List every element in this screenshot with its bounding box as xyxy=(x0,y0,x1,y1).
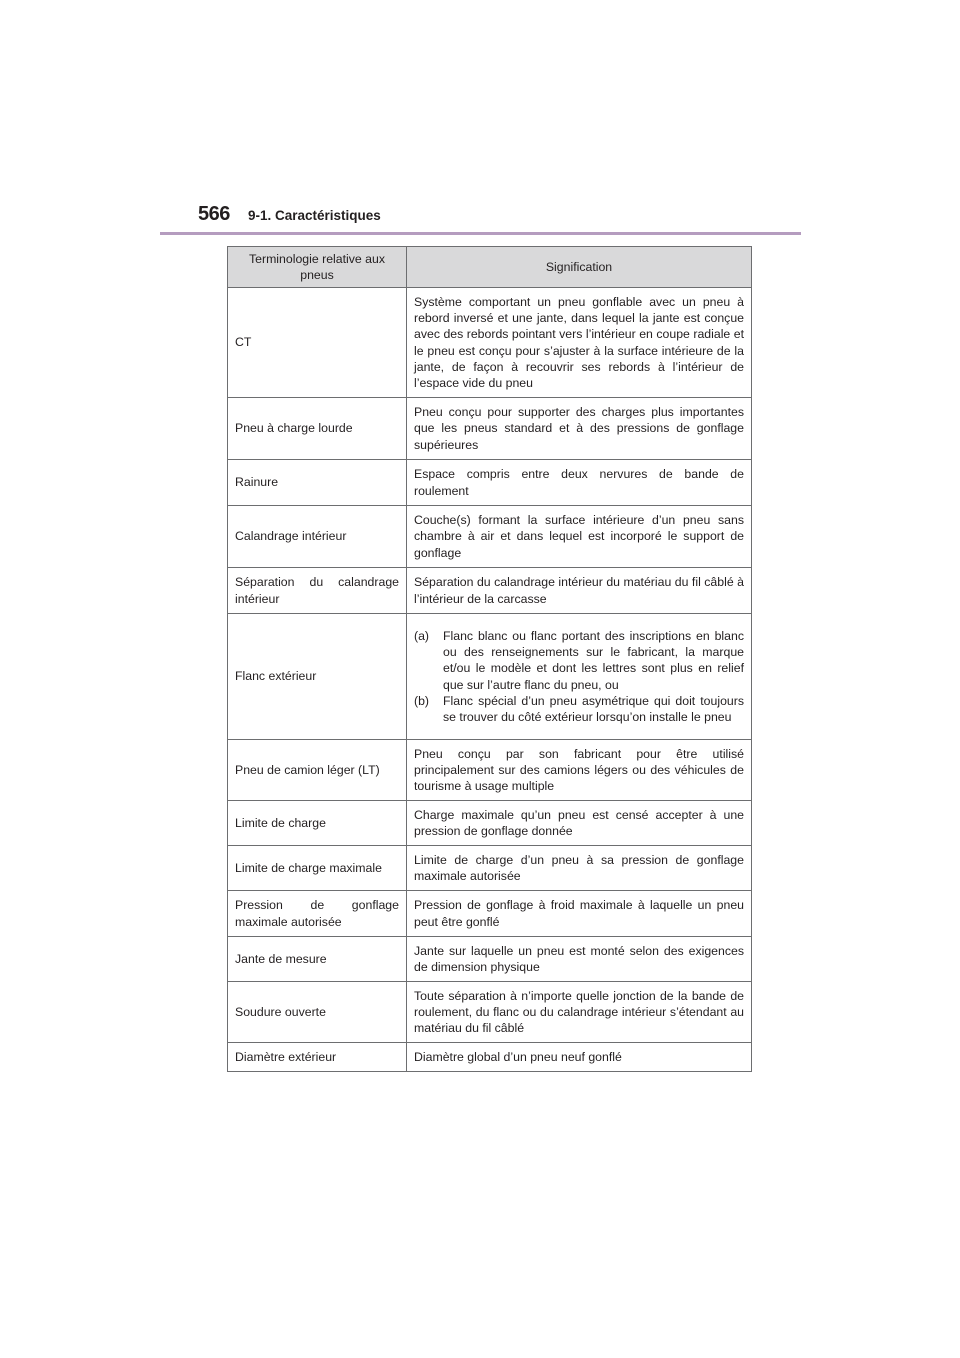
term-cell: Limite de charge xyxy=(228,801,407,846)
list-item-text: Flanc blanc ou flanc portant des inscriptions en blanc ou des renseignements sur le fabricant, la marque et/ou le modèle et dont les lettres sont plus en relief que sur l’autre flanc du pneu, ou xyxy=(443,628,744,692)
definition-list xyxy=(414,628,744,725)
column-header-term: Terminologie relative aux pneus xyxy=(228,247,407,288)
term-cell: Rainure xyxy=(228,460,407,506)
table-row xyxy=(228,891,752,937)
meaning-cell: Charge maximale qu’un pneu est censé accepter à une pression de gonflage donnée xyxy=(407,801,752,846)
term-cell: Soudure ouverte xyxy=(228,982,407,1043)
table-row xyxy=(228,506,752,568)
term-cell: Séparation du calandrage intérieur xyxy=(228,568,407,614)
page-number: 566 xyxy=(198,203,230,225)
term-cell: Pneu à charge lourde xyxy=(228,398,407,460)
meaning-cell: Limite de charge d’un pneu à sa pression de gonflage maximale autorisée xyxy=(407,846,752,891)
list-item xyxy=(414,693,744,725)
term-cell: Diamètre extérieur xyxy=(228,1043,407,1072)
table-row xyxy=(228,937,752,982)
meaning-cell: Jante sur laquelle un pneu est monté selon des exigences de dimension physique xyxy=(407,937,752,982)
section-title: 9-1. Caractéristiques xyxy=(248,208,381,223)
term-cell: Jante de mesure xyxy=(228,937,407,982)
meaning-cell: Système comportant un pneu gonflable avec un pneu à rebord inversé et une jante, dans lequel la jante est conçue avec des rebords pointant vers l’intérieur en coupe radiale et le pneu est conçu pour s’ajuster à la surface intérieure de la jante, de façon à recouvrir ses rebords à l’intérieur de l’espace vide du pneu xyxy=(407,288,752,398)
term-cell: CT xyxy=(228,288,407,398)
table-row xyxy=(228,398,752,460)
list-item xyxy=(414,628,744,693)
table-header-row xyxy=(228,247,752,288)
table-row xyxy=(228,614,752,740)
meaning-cell: Pneu conçu par son fabricant pour être utilisé principalement sur des camions légers ou des véhicules de tourisme à usage multiple xyxy=(407,740,752,801)
table-row xyxy=(228,1043,752,1072)
table-row xyxy=(228,288,752,398)
list-marker: (a) xyxy=(414,628,430,643)
table-row xyxy=(228,460,752,506)
meaning-cell: Diamètre global d’un pneu neuf gonflé xyxy=(407,1043,752,1072)
header-divider xyxy=(160,232,801,235)
meaning-cell: Séparation du calandrage intérieur du matériau du fil câblé à l’intérieur de la carcasse xyxy=(407,568,752,614)
table-row xyxy=(228,846,752,891)
meaning-cell: Espace compris entre deux nervures de bande de roulement xyxy=(407,460,752,506)
tire-terminology-table xyxy=(227,246,752,1072)
term-cell: Pression de gonflage maximale autorisée xyxy=(228,891,407,937)
list-item-text: Flanc spécial d’un pneu asymétrique qui doit toujours se trouver du côté extérieur lorsqu’on installe le pneu xyxy=(443,693,744,724)
list-marker: (b) xyxy=(414,693,430,708)
table-row xyxy=(228,568,752,614)
meaning-cell: Pression de gonflage à froid maximale à laquelle un pneu peut être gonflé xyxy=(407,891,752,937)
meaning-cell xyxy=(407,614,752,740)
table-row xyxy=(228,982,752,1043)
table-row xyxy=(228,801,752,846)
column-header-meaning: Signification xyxy=(407,247,752,288)
meaning-cell: Couche(s) formant la surface intérieure d’un pneu sans chambre à air et dans lequel est incorporé le support de gonflage xyxy=(407,506,752,568)
term-cell: Pneu de camion léger (LT) xyxy=(228,740,407,801)
meaning-cell: Toute séparation à n’importe quelle jonction de la bande de roulement, du flanc ou du calandrage intérieur s’étendant au matériau du fil câblé xyxy=(407,982,752,1043)
meaning-cell: Pneu conçu pour supporter des charges plus importantes que les pneus standard et à des pressions de gonflage supérieures xyxy=(407,398,752,460)
term-cell: Limite de charge maximale xyxy=(228,846,407,891)
table-row xyxy=(228,740,752,801)
term-cell: Flanc extérieur xyxy=(228,614,407,740)
term-cell: Calandrage intérieur xyxy=(228,506,407,568)
